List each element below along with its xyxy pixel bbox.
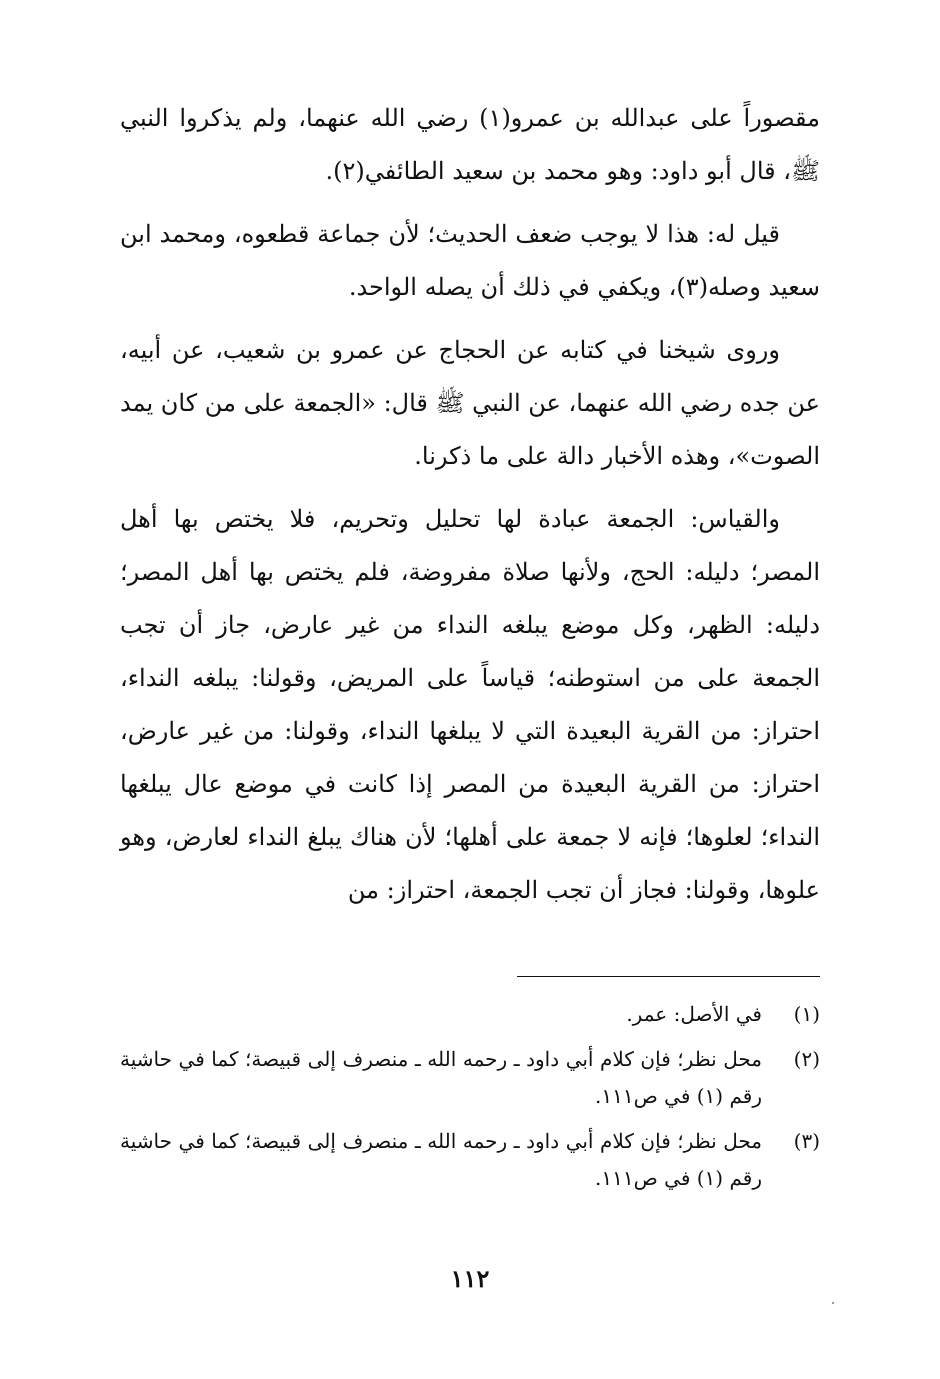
footnote-number: (٣): [793, 1129, 820, 1153]
scan-dot: [832, 1302, 834, 1304]
footnotes-section: [120, 996, 820, 1205]
footnote-2: [120, 1041, 820, 1115]
footnote-1: [120, 996, 820, 1033]
paragraph-3: وروى شيخنا في كتابه عن الحجاج عن عمرو بن شعيب، عن أبيه، عن جده رضي الله عنهما، عن النبي ﷺ قال: «الجمعة على من كان يمد الصوت»، وهذه الأخبار دالة على ما ذكرنا.: [120, 336, 821, 470]
footnote-text: محل نظر؛ فإن كلام أبي داود ـ رحمه الله ـ منصرف إلى قبيصة؛ كما في حاشية رقم (١) في ص١١١.: [120, 1129, 762, 1190]
footnote-number: (٢): [793, 1047, 820, 1071]
footnote-text: في الأصل: عمر.: [626, 1002, 762, 1026]
footnote-number: (١): [793, 1002, 820, 1026]
page-number: ١١٢: [450, 1264, 490, 1293]
footnote-divider: [517, 976, 820, 977]
paragraph-1: مقصوراً على عبدالله بن عمرو(١) رضي الله عنهما، ولم يذكروا النبي ﷺ، قال أبو داود: وهو محمد بن سعيد الطائفي(٢).: [120, 104, 820, 185]
footnote-text: محل نظر؛ فإن كلام أبي داود ـ رحمه الله ـ منصرف إلى قبيصة؛ كما في حاشية رقم (١) في ص١١١.: [120, 1047, 762, 1108]
main-text-body: [120, 92, 820, 927]
paragraph-4: والقياس: الجمعة عبادة لها تحليل وتحريم، فلا يختص بها أهل المصر؛ دليله: الحج، ولأنها صلاة مفروضة، فلم يختص بها أهل المصر؛ دليله: الظهر، وكل موضع يبلغه النداء من غير عارض، جاز أن تجب الجمعة على من استوطنه؛ قياساً على المريض، وقولنا: يبلغه النداء، احتراز: من القرية البعيدة التي لا يبلغها النداء، وقولنا: من غير عارض، احتراز: من القرية البعيدة من المصر إذا كانت في موضع عال يبلغها النداء؛ لعلوها؛ فإنه لا جمعة على أهلها؛ لأن هناك يبلغ النداء لعارض، وهو علوها، وقولنا: فجاز أن تجب الجمعة، احتراز: من: [120, 505, 821, 904]
footnote-3: [120, 1123, 820, 1197]
paragraph-2: قيل له: هذا لا يوجب ضعف الحديث؛ لأن جماعة قطعوه، ومحمد ابن سعيد وصله(٣)، ويكفي في ذلك أن يصله الواحد.: [120, 220, 820, 301]
